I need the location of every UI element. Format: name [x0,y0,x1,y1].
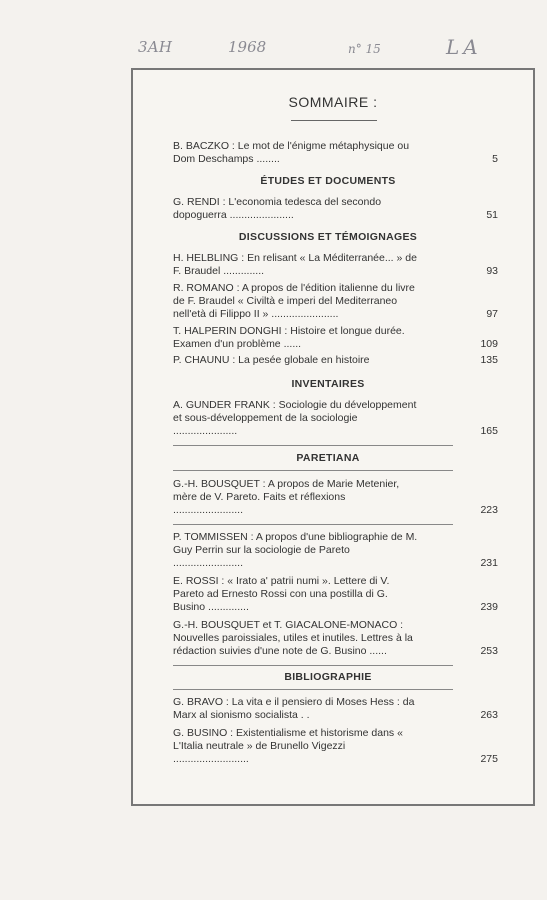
toc-entry-page: 253 [480,645,498,657]
section-heading: BIBLIOGRAPHIE [284,671,372,683]
toc-entry [173,727,498,766]
toc-entry-text: P. CHAUNU : La pesée globale en histoire [173,354,370,366]
toc-entry [173,140,498,166]
page-title: SOMMAIRE : [288,94,378,110]
toc-entry-text: G.-H. BOUSQUET et T. GIACALONE-MONACO : Nouvelles paroissiales, utiles et inutiles. Lettres à la rédaction suivies d'une note de G. Busino ...... [173,619,413,657]
toc-entry-page: 97 [486,308,498,320]
toc-entry [173,252,498,278]
toc-entry [173,478,498,517]
toc-entry [173,619,498,658]
toc-entry-text: E. ROSSI : « Irato a' patrii numi ». Lettere di V. Pareto ad Ernesto Rossi con una postilla di G. Busino .............. [173,575,390,613]
toc-entry-page: 239 [480,601,498,613]
toc-entry-page: 231 [480,557,498,569]
toc-entry [173,282,498,321]
toc-entry-text: B. BACZKO : Le mot de l'énigme métaphysique ou Dom Deschamps ........ [173,140,410,165]
toc-entry-text: T. HALPERIN DONGHI : Histoire et longue durée. Examen d'un problème ...... [173,325,405,350]
toc-entry-text: G.-H. BOUSQUET : A propos de Marie Metenier, mère de V. Pareto. Faits et réflexions ........................ [173,478,400,516]
title-underline [291,120,377,121]
contents-frame [131,68,535,806]
toc-entry [173,196,498,222]
handwritten-note-2: 1968 [228,38,267,56]
section-heading: PARETIANA [296,452,360,464]
section-divider [173,524,453,525]
toc-entry-text: A. GUNDER FRANK : Sociologie du développement et sous-développement de la sociologie ...................... [173,399,417,437]
toc-entry [173,399,498,438]
toc-entry-text: G. BRAVO : La vita e il pensiero di Moses Hess : da Marx al sionismo socialista . . [173,696,415,721]
toc-entry [173,696,498,722]
toc-entry [173,575,498,614]
toc-entry-text: G. BUSINO : Existentialisme et historisme dans « L'Italia neutrale » de Brunello Vigezzi .......................... [173,727,403,765]
section-divider [173,445,453,446]
toc-entry-page: 5 [492,153,498,165]
table-of-contents [133,140,533,766]
section-heading: DISCUSSIONS ET TÉMOIGNAGES [238,231,418,243]
section-heading: INVENTAIRES [291,378,365,390]
section-heading: ÉTUDES ET DOCUMENTS [260,175,396,187]
toc-entry-page: 263 [480,709,498,721]
toc-entry-page: 165 [480,425,498,437]
toc-entry-page: 275 [480,753,498,765]
toc-entry [173,354,498,367]
handwritten-note-4: LA [446,35,482,59]
toc-entry-text: R. ROMANO : A propos de l'édition italienne du livre de F. Braudel « Civiltà e imperi del Mediterraneo nell'età di Filippo II » ....................... [173,282,415,320]
toc-entry-page: 93 [486,265,498,277]
toc-entry [173,531,498,570]
toc-entry-page: 223 [480,504,498,516]
section-divider [173,665,453,666]
toc-entry-text: P. TOMMISSEN : A propos d'une bibliographie de M. Guy Perrin sur la sociologie de Pareto ........................ [173,531,418,569]
toc-entry-page: 51 [486,209,498,221]
handwritten-note-3: n° 15 [348,42,381,56]
toc-entry [173,325,498,351]
toc-entry-text: G. RENDI : L'economia tedesca del secondo dopoguerra ...................... [173,196,382,221]
section-divider [173,689,453,690]
toc-entry-text: H. HELBLING : En relisant « La Méditerranée... » de F. Braudel .............. [173,252,417,277]
toc-entry-page: 135 [480,354,498,366]
section-divider [173,470,453,471]
handwritten-note-1: 3АН [138,38,172,56]
toc-entry-page: 109 [480,338,498,350]
